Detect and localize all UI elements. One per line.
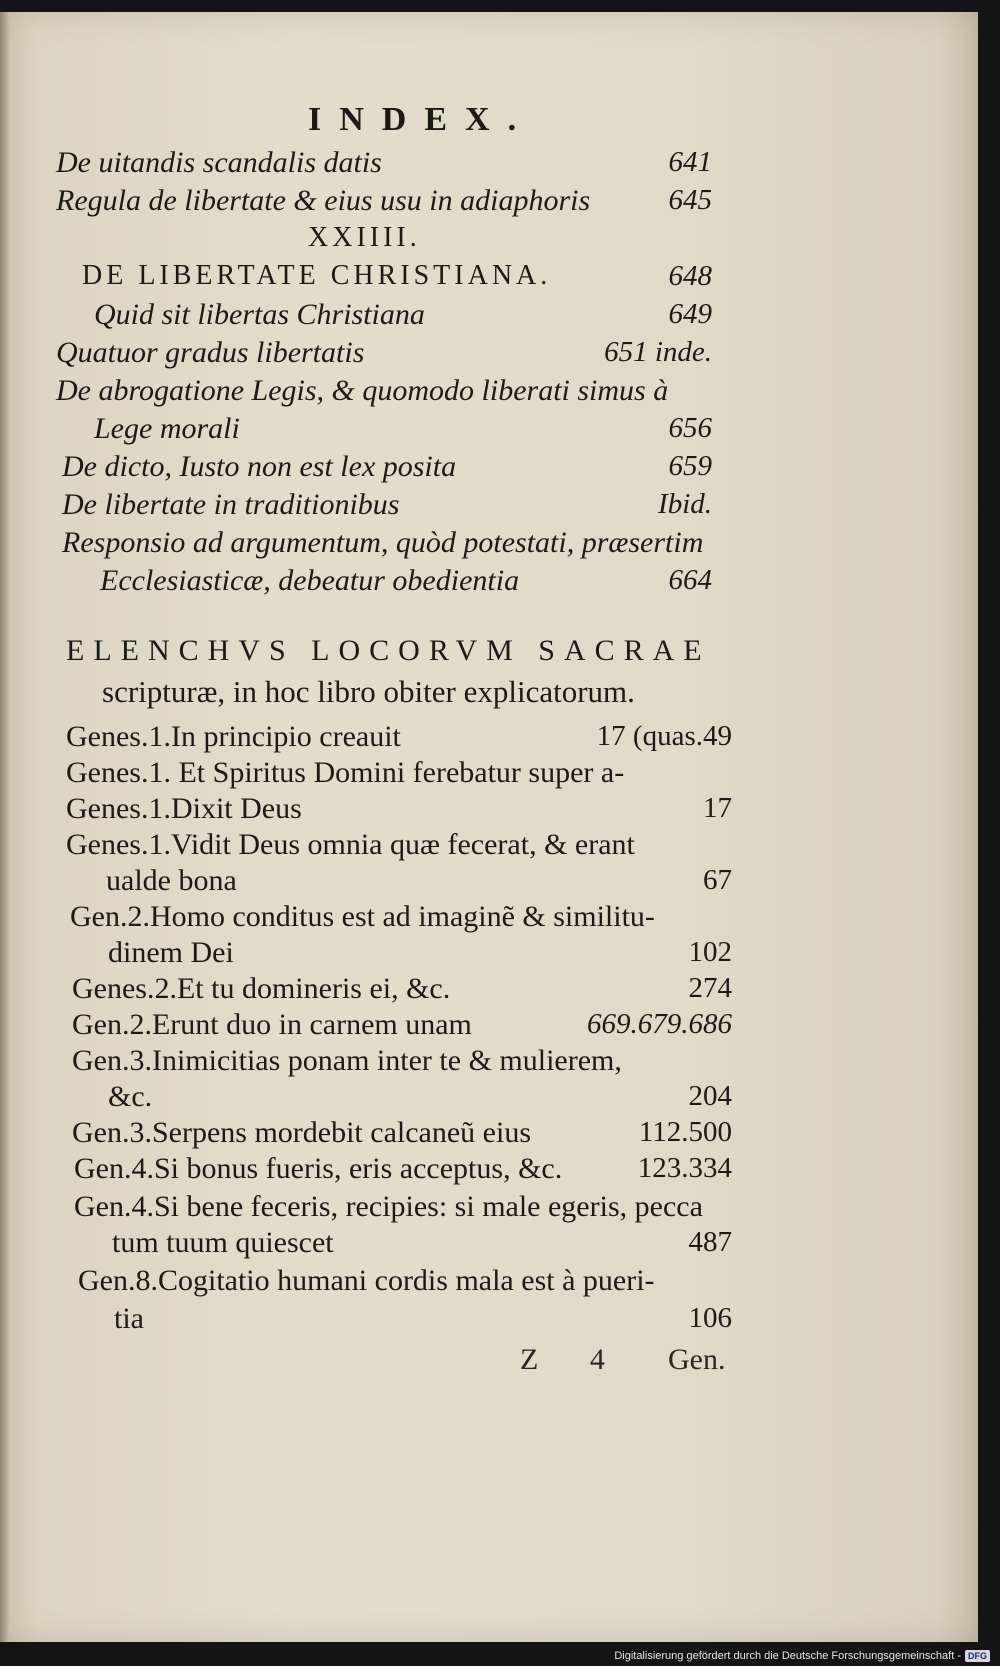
scripture-entry-text: Genes.1.Dixit Deus bbox=[66, 792, 302, 825]
scripture-entry-page: 112.500 bbox=[638, 1116, 732, 1148]
index-entry-text: De dicto, Iusto non est lex posita bbox=[62, 450, 457, 483]
scripture-entry-text: Gen.3.Inimicitias ponam inter te & mulierem, bbox=[72, 1044, 622, 1077]
scripture-entry-page: 67 bbox=[703, 864, 732, 896]
scripture-entry-text: Gen.2.Erunt duo in carnem unam bbox=[72, 1008, 472, 1041]
scripture-entry-text: Genes.1.Vidit Deus omnia quæ fecerat, & erant bbox=[66, 828, 635, 861]
index-entry-page: 648 bbox=[668, 260, 712, 292]
section-heading: DE LIBERTATE CHRISTIANA. bbox=[82, 260, 552, 291]
index-entry-page: 651 inde. bbox=[604, 336, 712, 368]
page-header: INDEX. bbox=[308, 101, 535, 138]
index-entry-page: 649 bbox=[668, 298, 712, 330]
index-entry-text: Ecclesiasticæ, debeatur obedientia bbox=[100, 564, 520, 597]
section-number: XXIIII. bbox=[308, 222, 421, 253]
index-entry-page: 641 bbox=[668, 146, 712, 178]
scripture-entry-text: Genes.2.Et tu domineris ei, &c. bbox=[72, 972, 451, 1005]
scripture-entry-text: Genes.1.In principio creauit bbox=[66, 720, 401, 753]
dfg-logo: DFG bbox=[965, 1650, 990, 1662]
scripture-entry-text: tia bbox=[114, 1302, 144, 1335]
scripture-entry-page: 106 bbox=[688, 1302, 732, 1334]
scripture-entry-text: &c. bbox=[108, 1080, 153, 1113]
elenchus-title: ELENCHVS LOCORVM SACRAE bbox=[66, 634, 711, 667]
index-entry-page: 656 bbox=[668, 412, 712, 444]
scripture-entry-text: Gen.8.Cogitatio humani cordis mala est à pueri- bbox=[78, 1264, 655, 1297]
scripture-entry-page: 17 bbox=[703, 792, 732, 824]
index-entry-text: Responsio ad argumentum, quòd potestati, præsertim bbox=[62, 526, 704, 559]
index-entry-text: De abrogatione Legis, & quomodo liberati simus à bbox=[56, 374, 669, 407]
index-entry-text: De uitandis scandalis datis bbox=[56, 146, 382, 179]
index-entry-page: 664 bbox=[668, 564, 712, 596]
index-entry-page: Ibid. bbox=[658, 488, 712, 520]
index-entry-text: Quid sit libertas Christiana bbox=[94, 298, 425, 331]
scripture-entry-text: Genes.1. Et Spiritus Domini ferebatur super a- bbox=[66, 756, 625, 789]
scripture-entry-page: 204 bbox=[688, 1080, 732, 1112]
scripture-entry-page: 123.334 bbox=[637, 1152, 732, 1184]
index-entry-text: Quatuor gradus libertatis bbox=[56, 336, 365, 369]
scripture-entry-page: 102 bbox=[688, 936, 732, 968]
scripture-entry-text: Gen.2.Homo conditus est ad imaginẽ & similitu- bbox=[70, 900, 655, 933]
scripture-entry-page: 17 (quas.49 bbox=[596, 720, 732, 752]
scripture-entry-text: dinem Dei bbox=[108, 936, 234, 969]
scripture-entry-text: ualde bona bbox=[106, 864, 237, 897]
scripture-entry-text: Gen.4.Si bonus fueris, eris acceptus, &c. bbox=[74, 1152, 563, 1185]
elenchus-subtitle: scripturæ, in hoc libro obiter explicatorum. bbox=[102, 674, 635, 709]
index-entry-text: Lege morali bbox=[94, 412, 240, 445]
scripture-entry-text: tum tuum quiescet bbox=[112, 1226, 334, 1259]
scripture-entry-page: 487 bbox=[688, 1226, 732, 1258]
credit-text: Digitalisierung gefördert durch die Deutsche Forschungsgemeinschaft - bbox=[614, 1650, 961, 1662]
signature-mark: Z 4 bbox=[520, 1343, 627, 1376]
page-binding-edge bbox=[0, 12, 10, 1642]
digitization-credit bbox=[614, 1650, 990, 1662]
book-page bbox=[0, 12, 978, 1642]
scripture-entry-page: 274 bbox=[688, 972, 732, 1004]
scripture-entry-text: Gen.4.Si bene feceris, recipies: si male egeris, pecca bbox=[74, 1190, 703, 1223]
index-entry-text: De libertate in traditionibus bbox=[62, 488, 400, 521]
catchword: Gen. bbox=[668, 1343, 726, 1376]
index-entry-page: 659 bbox=[668, 450, 712, 482]
scripture-entry-text: Gen.3.Serpens mordebit calcaneũ eius bbox=[72, 1116, 532, 1149]
index-entry-text: Regula de libertate & eius usu in adiaphoris bbox=[56, 184, 591, 217]
scripture-entry-page: 669.679.686 bbox=[587, 1008, 732, 1040]
index-entry-page: 645 bbox=[668, 184, 712, 216]
